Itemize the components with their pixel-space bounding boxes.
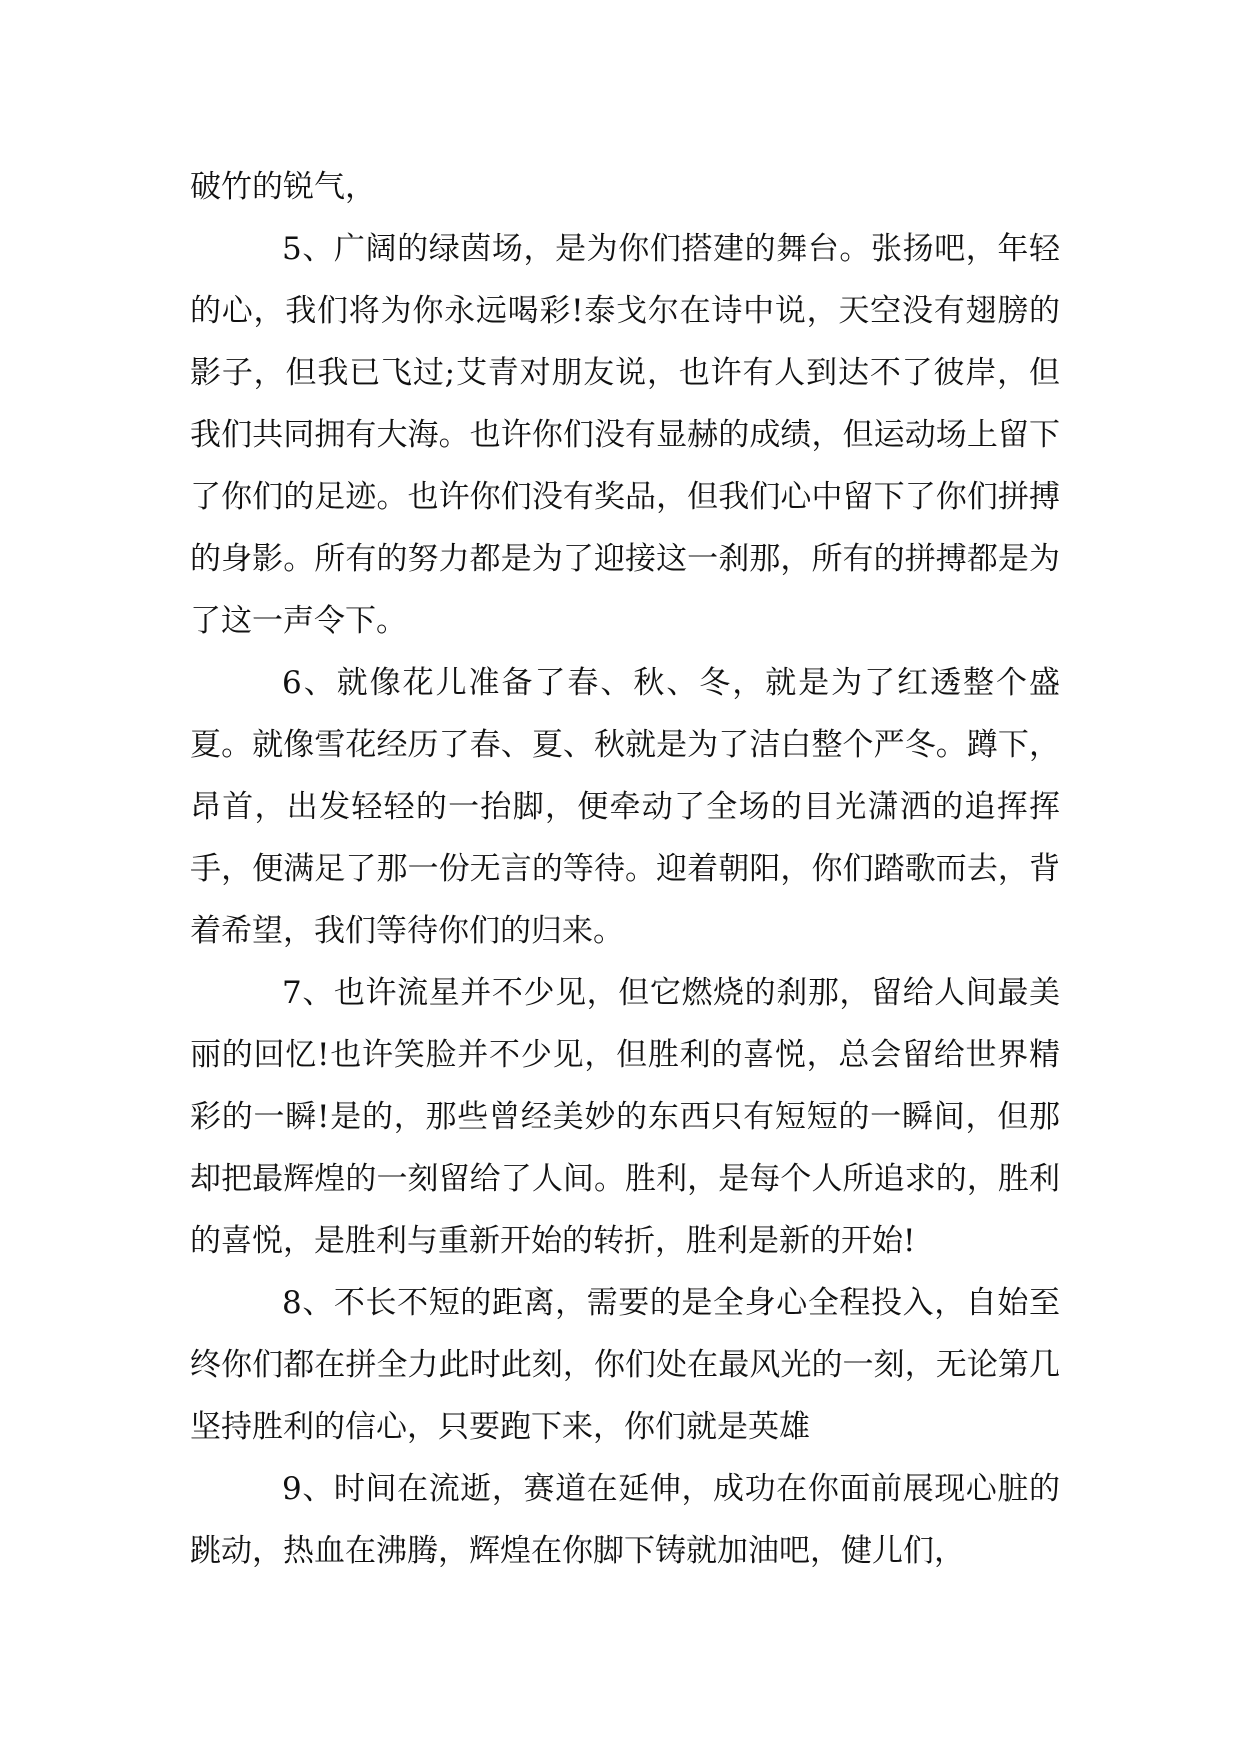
- paragraph-continuation: 破竹的锐气，: [190, 169, 376, 205]
- paragraph-8: 8、不长不短的距离，需要的是全身心全程投入，自始至终你们都在拼全力此时此刻，你们处在最风光的一刻，无论第几坚持胜利的信心，只要跑下来，你们就是英雄: [190, 1285, 1060, 1445]
- paragraph-7: 7、也许流星并不少见，但它燃烧的刹那，留给人间最美丽的回忆!也许笑脸并不少见，但胜利的喜悦，总会留给世界精彩的一瞬!是的，那些曾经美妙的东西只有短短的一瞬间，但那却把最辉煌的一刻留给了人间。胜利，是每个人所追求的，胜利的喜悦，是胜利与重新开始的转折，胜利是新的开始!: [190, 975, 1060, 1259]
- paragraph-5: 5、广阔的绿茵场，是为你们搭建的舞台。张扬吧，年轻的心，我们将为你永远喝彩!泰戈尔在诗中说，天空没有翅膀的影子，但我已飞过;艾青对朋友说，也许有人到达不了彼岸，但我们共同拥有大海。也许你们没有显赫的成绩，但运动场上留下了你们的足迹。也许你们没有奖品，但我们心中留下了你们拼搏的身影。所有的努力都是为了迎接这一刹那，所有的拼搏都是为了这一声令下。: [190, 231, 1060, 639]
- paragraph-9: 9、时间在流逝，赛道在延伸，成功在你面前展现心脏的跳动，热血在沸腾，辉煌在你脚下铸就加油吧，健儿们，: [190, 1471, 1060, 1569]
- paragraph-6: 6、就像花儿准备了春、秋、冬，就是为了红透整个盛夏。就像雪花经历了春、夏、秋就是为了洁白整个严冬。蹲下，昂首，出发轻轻的一抬脚，便牵动了全场的目光潇洒的追挥挥手，便满足了那一份无言的等待。迎着朝阳，你们踏歌而去，背着希望，我们等待你们的归来。: [190, 665, 1060, 949]
- document-body: [190, 156, 1060, 1582]
